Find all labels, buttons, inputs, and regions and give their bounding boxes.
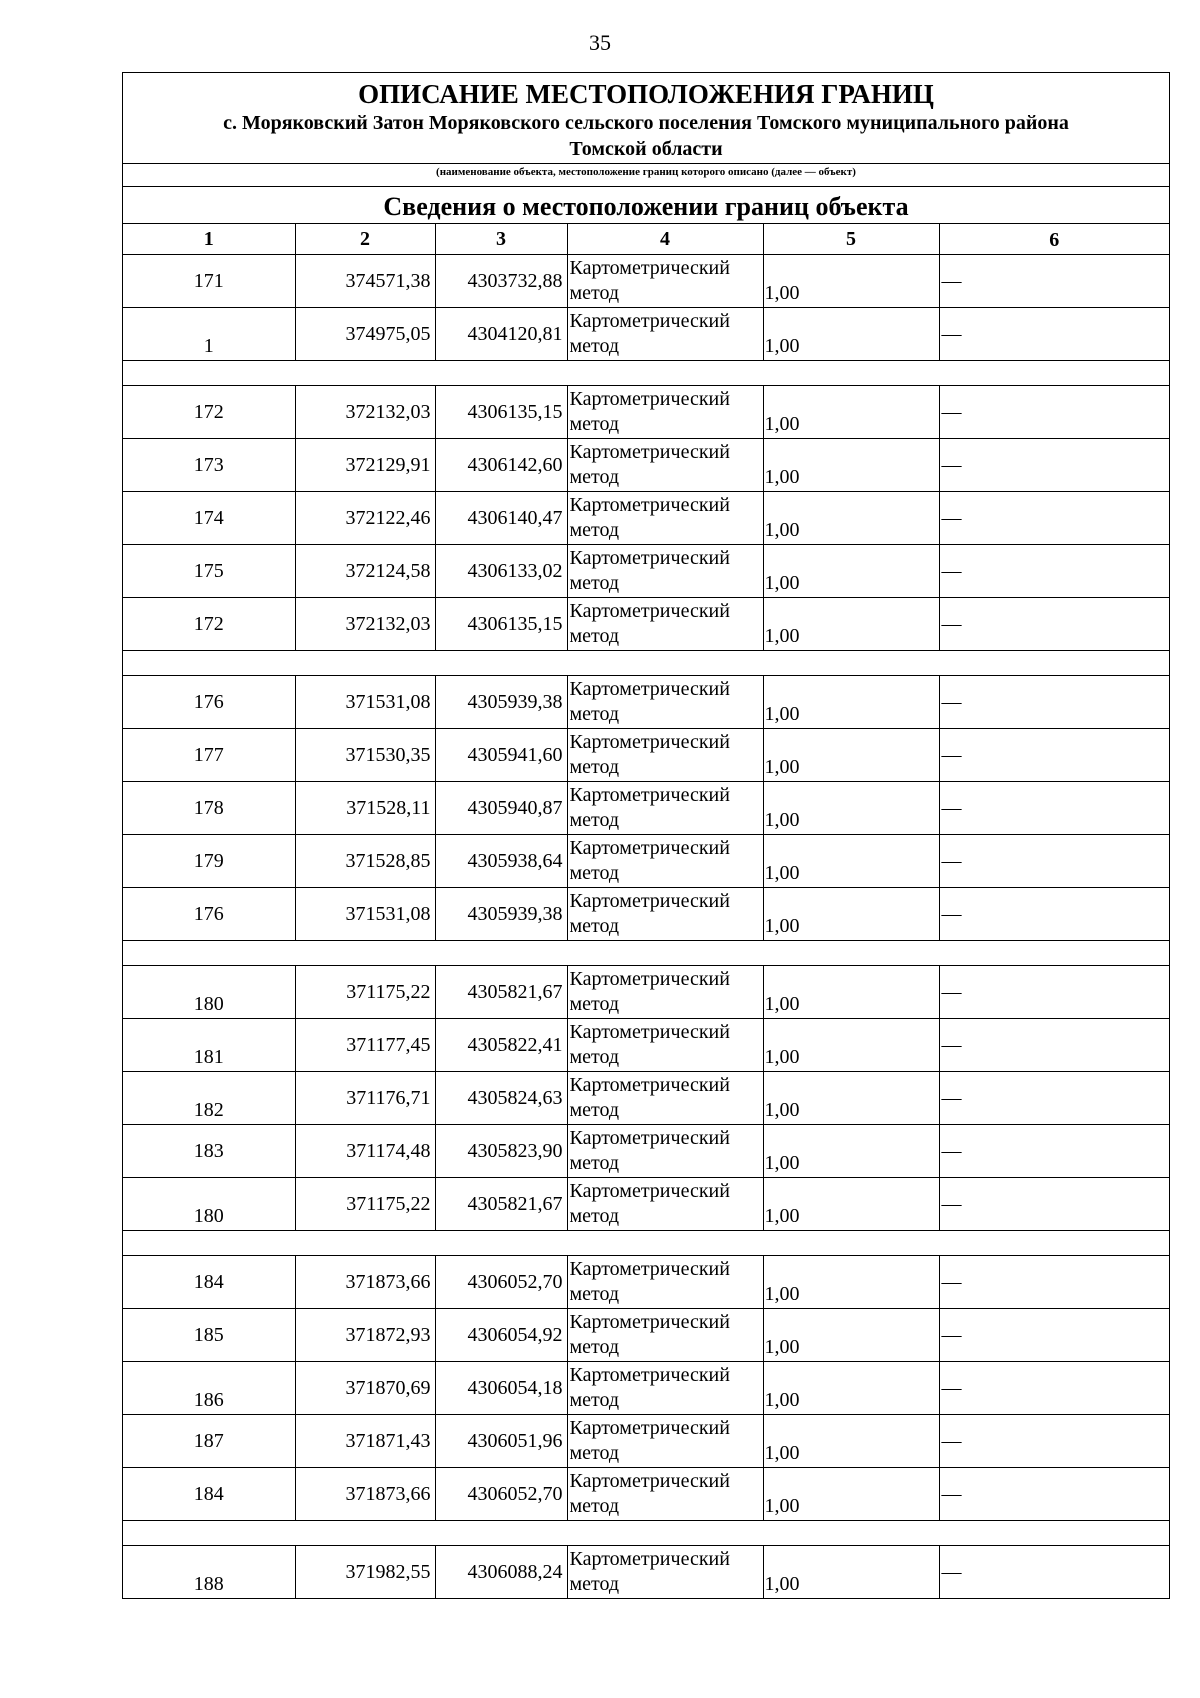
y-coordinate-cell: 4305821,67 <box>435 966 567 1019</box>
contour-separator-row <box>123 941 1169 966</box>
coordinates-table-body <box>123 224 1169 1598</box>
method-text-line2: метод <box>569 1442 620 1464</box>
y-coordinate-cell: 4306054,18 <box>435 1362 567 1415</box>
note-cell: — <box>939 888 1169 941</box>
note-cell: — <box>939 598 1169 651</box>
accuracy-cell: 1,00 <box>763 308 939 361</box>
method-text-line2: метод <box>569 1283 620 1305</box>
method-text-line2: метод <box>569 1573 620 1595</box>
y-coordinate-cell: 4305941,60 <box>435 729 567 782</box>
y-coordinate-cell: 4305938,64 <box>435 835 567 888</box>
method-cell <box>567 386 763 439</box>
method-cell <box>567 545 763 598</box>
method-text-line1: Картометрический <box>569 968 730 990</box>
point-number-cell: 179 <box>123 835 295 888</box>
boundary-description-document <box>122 72 1170 1599</box>
table-row <box>123 308 1169 361</box>
table-row <box>123 729 1169 782</box>
method-cell <box>567 676 763 729</box>
coordinates-table <box>123 224 1169 1598</box>
accuracy-cell: 1,00 <box>763 1309 939 1362</box>
column-header-4: 4 <box>567 224 763 255</box>
accuracy-cell: 1,00 <box>763 1362 939 1415</box>
y-coordinate-cell: 4305821,67 <box>435 1178 567 1231</box>
x-coordinate-cell: 371873,66 <box>295 1468 435 1521</box>
document-subtitle-line1: с. Моряковский Затон Моряковского сельского поселения Томского муниципального района <box>223 112 1069 134</box>
table-row <box>123 782 1169 835</box>
contour-separator-row <box>123 361 1169 386</box>
table-row <box>123 1309 1169 1362</box>
table-row <box>123 966 1169 1019</box>
note-cell: — <box>939 1546 1169 1599</box>
method-cell <box>567 492 763 545</box>
accuracy-cell: 1,00 <box>763 598 939 651</box>
column-header-5: 5 <box>763 224 939 255</box>
note-cell: — <box>939 1309 1169 1362</box>
method-text-line1: Картометрический <box>569 441 730 463</box>
document-title: ОПИСАНИЕ МЕСТОПОЛОЖЕНИЯ ГРАНИЦ <box>358 79 934 109</box>
table-row <box>123 545 1169 598</box>
table-row <box>123 598 1169 651</box>
point-number-cell: 183 <box>123 1125 295 1178</box>
method-text-line1: Картометрический <box>569 1470 730 1492</box>
table-row <box>123 1019 1169 1072</box>
note-cell: — <box>939 676 1169 729</box>
note-cell: — <box>939 308 1169 361</box>
x-coordinate-cell: 371873,66 <box>295 1256 435 1309</box>
y-coordinate-cell: 4306133,02 <box>435 545 567 598</box>
separator-cell <box>123 361 1169 386</box>
accuracy-cell: 1,00 <box>763 1415 939 1468</box>
method-text-line2: метод <box>569 572 620 594</box>
x-coordinate-cell: 371872,93 <box>295 1309 435 1362</box>
method-text-line2: метод <box>569 335 620 357</box>
method-text-line1: Картометрический <box>569 1311 730 1333</box>
method-text-line2: метод <box>569 862 620 884</box>
method-cell <box>567 835 763 888</box>
accuracy-cell: 1,00 <box>763 439 939 492</box>
y-coordinate-cell: 4306142,60 <box>435 439 567 492</box>
accuracy-cell: 1,00 <box>763 729 939 782</box>
method-text-line2: метод <box>569 1336 620 1358</box>
point-number-cell: 172 <box>123 598 295 651</box>
contour-separator-row <box>123 1231 1169 1256</box>
point-number-cell: 175 <box>123 545 295 598</box>
accuracy-cell: 1,00 <box>763 782 939 835</box>
method-text-line1: Картометрический <box>569 1180 730 1202</box>
y-coordinate-cell: 4306051,96 <box>435 1415 567 1468</box>
method-text-line2: метод <box>569 915 620 937</box>
y-coordinate-cell: 4306140,47 <box>435 492 567 545</box>
table-row <box>123 439 1169 492</box>
method-text-line2: метод <box>569 993 620 1015</box>
x-coordinate-cell: 372124,58 <box>295 545 435 598</box>
method-text-line2: метод <box>569 519 620 541</box>
method-text-line1: Картометрический <box>569 1258 730 1280</box>
method-cell <box>567 308 763 361</box>
method-text-line2: метод <box>569 625 620 647</box>
y-coordinate-cell: 4306135,15 <box>435 386 567 439</box>
accuracy-cell: 1,00 <box>763 1468 939 1521</box>
y-coordinate-cell: 4304120,81 <box>435 308 567 361</box>
method-text-line2: метод <box>569 1495 620 1517</box>
x-coordinate-cell: 374571,38 <box>295 255 435 308</box>
method-text-line2: метод <box>569 1152 620 1174</box>
x-coordinate-cell: 372132,03 <box>295 386 435 439</box>
y-coordinate-cell: 4306052,70 <box>435 1468 567 1521</box>
note-cell: — <box>939 1072 1169 1125</box>
y-coordinate-cell: 4305939,38 <box>435 676 567 729</box>
method-cell <box>567 1362 763 1415</box>
x-coordinate-cell: 371177,45 <box>295 1019 435 1072</box>
note-cell: — <box>939 835 1169 888</box>
method-text-line1: Картометрический <box>569 1417 730 1439</box>
method-text-line1: Картометрический <box>569 257 730 279</box>
point-number-cell: 176 <box>123 888 295 941</box>
point-number-cell: 180 <box>123 1178 295 1231</box>
method-text-line1: Картометрический <box>569 388 730 410</box>
method-text-line2: метод <box>569 1205 620 1227</box>
table-row <box>123 1468 1169 1521</box>
y-coordinate-cell: 4305940,87 <box>435 782 567 835</box>
note-cell: — <box>939 492 1169 545</box>
point-number-cell: 177 <box>123 729 295 782</box>
point-number-cell: 172 <box>123 386 295 439</box>
x-coordinate-cell: 372132,03 <box>295 598 435 651</box>
x-coordinate-cell: 371531,08 <box>295 676 435 729</box>
note-cell: — <box>939 386 1169 439</box>
table-row <box>123 1546 1169 1599</box>
accuracy-cell: 1,00 <box>763 835 939 888</box>
point-number-cell: 188 <box>123 1546 295 1599</box>
method-text-line1: Картометрический <box>569 1127 730 1149</box>
table-row <box>123 1362 1169 1415</box>
x-coordinate-cell: 372122,46 <box>295 492 435 545</box>
x-coordinate-cell: 371176,71 <box>295 1072 435 1125</box>
note-cell: — <box>939 729 1169 782</box>
method-cell <box>567 782 763 835</box>
table-row <box>123 1125 1169 1178</box>
table-row <box>123 1256 1169 1309</box>
point-number-cell: 173 <box>123 439 295 492</box>
method-cell <box>567 1256 763 1309</box>
accuracy-cell: 1,00 <box>763 545 939 598</box>
point-number-cell: 174 <box>123 492 295 545</box>
x-coordinate-cell: 371175,22 <box>295 966 435 1019</box>
column-header-2: 2 <box>295 224 435 255</box>
method-text-line1: Картометрический <box>569 731 730 753</box>
method-cell <box>567 888 763 941</box>
note-cell: — <box>939 1468 1169 1521</box>
x-coordinate-cell: 371982,55 <box>295 1546 435 1599</box>
note-cell: — <box>939 1362 1169 1415</box>
column-header-row <box>123 224 1169 255</box>
table-row <box>123 492 1169 545</box>
note-cell: — <box>939 966 1169 1019</box>
accuracy-cell: 1,00 <box>763 386 939 439</box>
accuracy-cell: 1,00 <box>763 1019 939 1072</box>
x-coordinate-cell: 371531,08 <box>295 888 435 941</box>
method-text-line1: Картометрический <box>569 890 730 912</box>
table-row <box>123 1415 1169 1468</box>
method-text-line1: Картометрический <box>569 837 730 859</box>
contour-separator-row <box>123 651 1169 676</box>
separator-cell <box>123 651 1169 676</box>
point-number-cell: 171 <box>123 255 295 308</box>
method-cell <box>567 1178 763 1231</box>
page-number: 35 <box>589 30 611 55</box>
accuracy-cell: 1,00 <box>763 676 939 729</box>
point-number-cell: 181 <box>123 1019 295 1072</box>
accuracy-cell: 1,00 <box>763 1178 939 1231</box>
method-cell <box>567 1309 763 1362</box>
accuracy-cell: 1,00 <box>763 966 939 1019</box>
point-number-cell: 178 <box>123 782 295 835</box>
accuracy-cell: 1,00 <box>763 1072 939 1125</box>
document-header <box>123 73 1169 164</box>
method-text-line1: Картометрический <box>569 1548 730 1570</box>
y-coordinate-cell: 4306052,70 <box>435 1256 567 1309</box>
accuracy-cell: 1,00 <box>763 1256 939 1309</box>
y-coordinate-cell: 4305939,38 <box>435 888 567 941</box>
note-cell: — <box>939 782 1169 835</box>
accuracy-cell: 1,00 <box>763 1546 939 1599</box>
method-text-line2: метод <box>569 809 620 831</box>
method-text-line1: Картометрический <box>569 678 730 700</box>
note-cell: — <box>939 1415 1169 1468</box>
column-header-1: 1 <box>123 224 295 255</box>
column-header-6: 6 <box>939 224 1169 255</box>
method-cell <box>567 1415 763 1468</box>
table-row <box>123 888 1169 941</box>
method-cell <box>567 729 763 782</box>
y-coordinate-cell: 4305824,63 <box>435 1072 567 1125</box>
method-text-line1: Картометрический <box>569 547 730 569</box>
note-cell: — <box>939 1178 1169 1231</box>
method-text-line1: Картометрический <box>569 784 730 806</box>
method-text-line1: Картометрический <box>569 1021 730 1043</box>
point-number-cell: 184 <box>123 1468 295 1521</box>
x-coordinate-cell: 371528,11 <box>295 782 435 835</box>
method-text-line1: Картометрический <box>569 600 730 622</box>
y-coordinate-cell: 4306088,24 <box>435 1546 567 1599</box>
table-row <box>123 255 1169 308</box>
table-row <box>123 835 1169 888</box>
method-text-line2: метод <box>569 756 620 778</box>
x-coordinate-cell: 371871,43 <box>295 1415 435 1468</box>
x-coordinate-cell: 371530,35 <box>295 729 435 782</box>
x-coordinate-cell: 372129,91 <box>295 439 435 492</box>
point-number-cell: 180 <box>123 966 295 1019</box>
separator-cell <box>123 1521 1169 1546</box>
method-cell <box>567 966 763 1019</box>
point-number-cell: 182 <box>123 1072 295 1125</box>
table-row <box>123 676 1169 729</box>
separator-cell <box>123 1231 1169 1256</box>
note-cell: — <box>939 1019 1169 1072</box>
note-cell: — <box>939 1125 1169 1178</box>
point-number-cell: 1 <box>123 308 295 361</box>
point-number-cell: 176 <box>123 676 295 729</box>
accuracy-cell: 1,00 <box>763 1125 939 1178</box>
x-coordinate-cell: 371175,22 <box>295 1178 435 1231</box>
point-number-cell: 185 <box>123 1309 295 1362</box>
accuracy-cell: 1,00 <box>763 492 939 545</box>
document-subtitle-line2: Томской области <box>569 138 723 160</box>
method-cell <box>567 255 763 308</box>
method-cell <box>567 439 763 492</box>
y-coordinate-cell: 4306135,15 <box>435 598 567 651</box>
section-title: Сведения о местоположении границ объекта <box>123 187 1169 224</box>
note-cell: — <box>939 1256 1169 1309</box>
note-cell: — <box>939 545 1169 598</box>
method-cell <box>567 1019 763 1072</box>
method-cell <box>567 1546 763 1599</box>
x-coordinate-cell: 371174,48 <box>295 1125 435 1178</box>
y-coordinate-cell: 4303732,88 <box>435 255 567 308</box>
table-row <box>123 386 1169 439</box>
method-text-line2: метод <box>569 1389 620 1411</box>
method-text-line1: Картометрический <box>569 1074 730 1096</box>
table-row <box>123 1178 1169 1231</box>
x-coordinate-cell: 374975,05 <box>295 308 435 361</box>
method-text-line2: метод <box>569 466 620 488</box>
y-coordinate-cell: 4305823,90 <box>435 1125 567 1178</box>
note-cell: — <box>939 255 1169 308</box>
method-cell <box>567 1072 763 1125</box>
accuracy-cell: 1,00 <box>763 255 939 308</box>
separator-cell <box>123 941 1169 966</box>
column-header-3: 3 <box>435 224 567 255</box>
method-text-line2: метод <box>569 1099 620 1121</box>
x-coordinate-cell: 371870,69 <box>295 1362 435 1415</box>
x-coordinate-cell: 371528,85 <box>295 835 435 888</box>
point-number-cell: 186 <box>123 1362 295 1415</box>
method-text-line1: Картометрический <box>569 310 730 332</box>
table-row <box>123 1072 1169 1125</box>
accuracy-cell: 1,00 <box>763 888 939 941</box>
method-text-line2: метод <box>569 282 620 304</box>
method-text-line2: метод <box>569 413 620 435</box>
method-cell <box>567 598 763 651</box>
method-cell <box>567 1125 763 1178</box>
point-number-cell: 187 <box>123 1415 295 1468</box>
y-coordinate-cell: 4305822,41 <box>435 1019 567 1072</box>
method-text-line2: метод <box>569 703 620 725</box>
contour-separator-row <box>123 1521 1169 1546</box>
method-text-line1: Картометрический <box>569 1364 730 1386</box>
method-text-line1: Картометрический <box>569 494 730 516</box>
note-cell: — <box>939 439 1169 492</box>
object-caption: (наименование объекта, местоположение границ которого описано (далее — объект) <box>123 164 1169 187</box>
method-cell <box>567 1468 763 1521</box>
method-text-line2: метод <box>569 1046 620 1068</box>
y-coordinate-cell: 4306054,92 <box>435 1309 567 1362</box>
point-number-cell: 184 <box>123 1256 295 1309</box>
